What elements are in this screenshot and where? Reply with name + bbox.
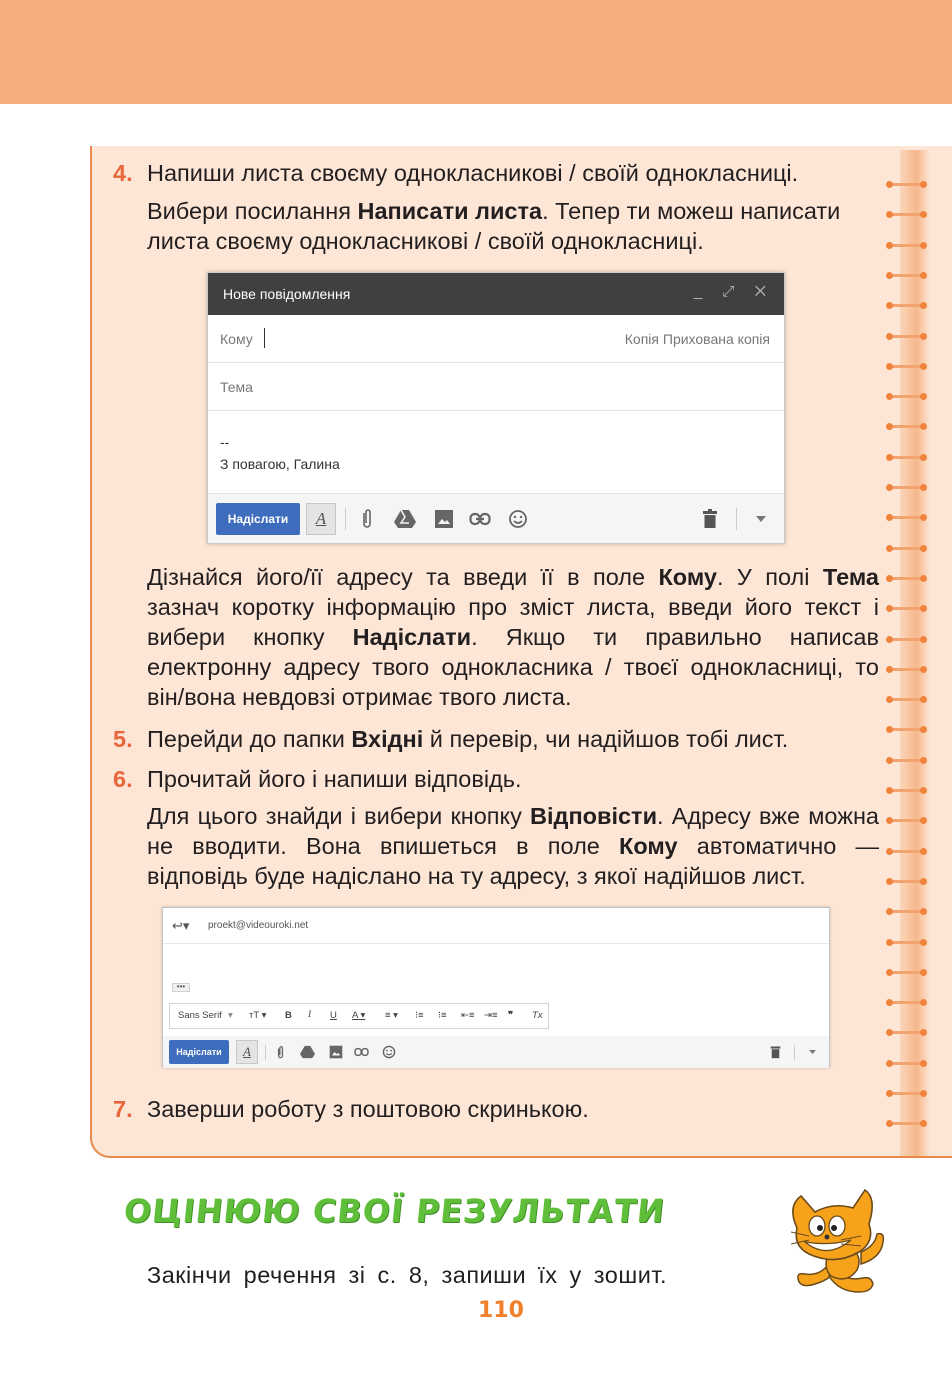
- to-field[interactable]: [208, 315, 784, 363]
- compose-toolbar: [208, 493, 784, 543]
- compose-header: [208, 273, 784, 315]
- text-cursor: [264, 328, 265, 348]
- notebook-ring: [886, 936, 930, 950]
- notebook-ring: [886, 451, 930, 465]
- quote-icon[interactable]: ❞: [508, 1010, 514, 1021]
- section-heading: ОЦІНЮЮ СВОЇ РЕЗУЛЬТАТИ: [122, 1192, 667, 1230]
- reply-drive-icon[interactable]: [300, 1045, 315, 1059]
- signature-text: З повагою, Галина: [220, 456, 340, 472]
- notebook-ring: [886, 784, 930, 798]
- notebook-ring: [886, 1117, 930, 1131]
- photo-icon[interactable]: [434, 509, 454, 529]
- step-5-text: Перейди до папки Вхідні й перевір, чи надійшов тобі лист.: [147, 726, 789, 752]
- notebook-ring: [886, 481, 930, 495]
- notebook-ring: [886, 633, 930, 647]
- reply-trash-icon[interactable]: [770, 1045, 781, 1059]
- notebook-ring: [886, 1026, 930, 1040]
- text-size-icon[interactable]: тT ▾: [249, 1010, 267, 1021]
- subject-label: Тема: [220, 379, 253, 395]
- font-dropdown-chevron-icon[interactable]: ▾: [228, 1010, 233, 1021]
- top-color-band: [0, 0, 952, 104]
- attach-icon[interactable]: [360, 508, 374, 530]
- step-4-title: Напиши листа своєму однокласникові / своїй однокласниці.: [147, 160, 799, 186]
- align-icon[interactable]: ≡ ▾: [385, 1010, 398, 1021]
- link-icon[interactable]: [469, 512, 491, 526]
- toolbar-divider: [794, 1045, 795, 1060]
- step-6-title: Прочитай його і напиши відповідь.: [147, 766, 522, 792]
- send-button[interactable]: Надіслати: [216, 503, 300, 535]
- notebook-ring: [886, 330, 930, 344]
- reply-header: [163, 908, 829, 944]
- notebook-ring: [886, 572, 930, 586]
- notebook-ring: [886, 663, 930, 677]
- font-select[interactable]: Sans Serif: [178, 1010, 222, 1021]
- step-4-number: 4.: [113, 160, 133, 186]
- notebook-ring: [886, 875, 930, 889]
- step-5-number: 5.: [113, 726, 133, 752]
- step-7-number: 7.: [113, 1096, 133, 1122]
- message-body[interactable]: [220, 431, 340, 475]
- notebook-ring: [886, 542, 930, 556]
- notebook-ring: [886, 754, 930, 768]
- notebook-ring: [886, 996, 930, 1010]
- compose-title: Нове повідомлення: [223, 286, 351, 302]
- scratch-cat-mascot-icon: [775, 1188, 895, 1303]
- reply-attach-icon[interactable]: [276, 1045, 285, 1060]
- reply-more-chevron-icon[interactable]: [809, 1050, 816, 1054]
- toolbar-divider: [736, 508, 737, 530]
- reply-arrow-icon[interactable]: ↩▾: [172, 918, 190, 933]
- signature-dash: --: [220, 434, 230, 450]
- notebook-ring: [886, 602, 930, 616]
- step-6-instruction: Для цього знайди і вибери кнопку Відповісти. Адресу вже можна не вводити. Вона впишеться в поле Кому автоматично — відповідь буде надіслано на ту адресу, з якої надійшов лист.: [147, 803, 879, 889]
- step-4-explanation: Дізнайся його/її адресу та введи її в поле Кому. У полі Тема зазнач коротку інформацію про зміст листа, введи його текст і вибери кнопку Надіслати. Якщо ти правильно написав електронну адресу твого однокласника / твоєї однокласниці, то він/вона невдовзі отримає твого листа.: [147, 564, 879, 710]
- notebook-ring: [886, 1087, 930, 1101]
- formatting-toolbar: [169, 1003, 549, 1029]
- toolbar-divider: [345, 508, 346, 530]
- notebook-ring: [886, 360, 930, 374]
- notebook-ring: [886, 966, 930, 980]
- step-7-text: Заверши роботу з поштовою скринькою.: [147, 1096, 589, 1122]
- notebook-ring: [886, 845, 930, 859]
- show-trimmed-content-button[interactable]: •••: [172, 983, 190, 992]
- notebook-ring: [886, 693, 930, 707]
- reply-window: [162, 907, 830, 1068]
- reply-send-button[interactable]: Надіслати: [169, 1040, 229, 1064]
- toolbar-divider: [265, 1045, 266, 1060]
- cc-bcc-links[interactable]: Копія Прихована копія: [624, 331, 770, 347]
- window-controls-icon[interactable]: _ ⤢ ✕: [693, 283, 774, 300]
- indent-more-icon[interactable]: ⇥≡: [484, 1010, 498, 1021]
- indent-less-icon[interactable]: ⇤≡: [461, 1010, 475, 1021]
- bulleted-list-icon[interactable]: ⁝≡: [438, 1010, 447, 1021]
- drive-icon[interactable]: [394, 509, 416, 529]
- to-label: Кому: [220, 331, 253, 347]
- notebook-ring: [886, 511, 930, 525]
- reply-link-icon[interactable]: [354, 1047, 369, 1057]
- recipient-email: proekt@videouroki.net: [208, 920, 309, 931]
- step-6-number: 6.: [113, 766, 133, 792]
- formatting-icon[interactable]: A: [306, 503, 336, 535]
- numbered-list-icon[interactable]: ⁝≡: [415, 1010, 424, 1021]
- notebook-ring: [886, 299, 930, 313]
- reply-photo-icon[interactable]: [329, 1045, 343, 1059]
- page-number: 110: [478, 1298, 524, 1323]
- notebook-ring: [886, 178, 930, 192]
- notebook-ring: [886, 723, 930, 737]
- reply-emoji-icon[interactable]: [382, 1045, 396, 1059]
- italic-icon[interactable]: I: [308, 1010, 312, 1020]
- reply-toolbar: [163, 1036, 829, 1068]
- notebook-ring: [886, 269, 930, 283]
- notebook-ring: [886, 420, 930, 434]
- notebook-ring: [886, 1057, 930, 1071]
- finish-sentence-task: Закінчи речення зі с. 8, запиши їх у зошит.: [147, 1262, 668, 1288]
- more-options-chevron-icon[interactable]: [756, 516, 766, 522]
- clear-formatting-icon[interactable]: Tx: [532, 1010, 543, 1021]
- subject-field[interactable]: [208, 363, 784, 411]
- trash-icon[interactable]: [702, 509, 718, 529]
- notebook-ring: [886, 390, 930, 404]
- notebook-ring: [886, 208, 930, 222]
- reply-formatting-icon[interactable]: A: [236, 1040, 258, 1064]
- emoji-icon[interactable]: [508, 509, 528, 529]
- bold-icon[interactable]: B: [285, 1010, 292, 1021]
- notebook-ring: [886, 905, 930, 919]
- text-color-icon[interactable]: A ▾: [352, 1010, 366, 1021]
- notebook-ring: [886, 814, 930, 828]
- notebook-ring: [886, 239, 930, 253]
- step-4-instruction: Вибери посилання Написати листа. Тепер ти можеш написати листа своєму однокласникові / своїй однокласниці.: [147, 198, 841, 254]
- underline-icon[interactable]: U: [330, 1010, 337, 1021]
- link-write-letter: Написати листа: [357, 198, 543, 224]
- compose-window: [207, 272, 785, 544]
